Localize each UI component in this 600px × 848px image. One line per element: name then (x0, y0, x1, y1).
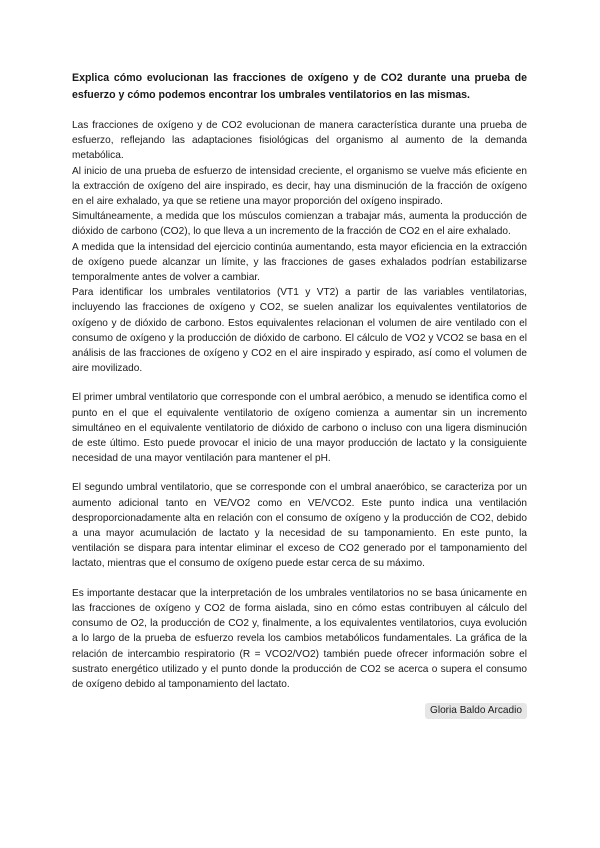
paragraph: A medida que la intensidad del ejercicio continúa aumentando, esta mayor eficiencia en la extracción de oxígeno puede alcanzar un límite, y las fracciones de gases exhalados podrían estabilizarse temporalmente antes de volver a cambiar. (72, 241, 527, 284)
paragraph: Para identificar los umbrales ventilatorios (VT1 y VT2) a partir de las variables ventilatorias, incluyendo las fracciones de oxígeno y CO2, se suelen analizar los equivalentes ventilatorios de oxígeno y de dióxido de carbono. Estos equivalentes relacionan el volumen de aire ventilado con el consumo de oxígeno y la producción de dióxido de carbono. El cálculo de VO2 y VCO2 se basa en el análisis de las fracciones de oxígeno y CO2 en el aire inspirado y espirado, así como el volumen de aire movilizado. (72, 287, 527, 375)
paragraph-spacer (72, 376, 527, 390)
signature-row (72, 700, 527, 719)
author-signature: Gloria Baldo Arcadio (425, 703, 527, 719)
paragraph: Es importante destacar que la interpretación de los umbrales ventilatorios no se basa únicamente en las fracciones de oxígeno y CO2 de forma aislada, sino en cómo estas contribuyen al cálculo del consumo de O2, la producción de CO2 y, finalmente, a los equivalentes ventilatorios, cuya evolución a lo largo de la prueba de esfuerzo revela los cambios metabólicos fundamentales. La gráfica de la relación de intercambio respiratorio (R = VCO2/VO2) también puede ofrecer información sobre el sustrato energético utilizado y el punto donde la producción de CO2 se acerca o supera el consumo de oxígeno debido al tamponamiento del lactato. (72, 587, 527, 690)
paragraph: El primer umbral ventilatorio que corresponde con el umbral aeróbico, a menudo se identifica como el punto en el que el equivalente ventilatorio de oxígeno comienza a aumentar sin un incremento simultáneo en el equivalente ventilatorio de dióxido de carbono o incluso con una ligera disminución de este último. Esto puede provocar el inicio de una mayor producción de lactato y la consiguiente necesidad de una mayor ventilación para mantener el pH. (72, 392, 527, 465)
document-body (72, 70, 527, 719)
document-title: Explica cómo evolucionan las fracciones de oxígeno y de CO2 durante una prueba de esfuerzo y cómo podemos encontrar los umbrales ventilatorios en las mismas. (72, 72, 527, 101)
paragraph: Simultáneamente, a medida que los músculos comienzan a trabajar más, aumenta la producción de dióxido de carbono (CO2), lo que lleva a un incremento de la fracción de CO2 en el aire exhalado. (72, 211, 527, 238)
paragraph: El segundo umbral ventilatorio, que se corresponde con el umbral anaeróbico, se caracteriza por un aumento adicional tanto en VE/VO2 como en VE/VCO2. Este punto indica una ventilación desproporcionadamente alta en relación con el consumo de oxígeno y la producción de CO2, debido a una mayor acumulación de lactato y la necesidad de su tamponamiento. En este punto, la ventilación se dispara para intentar eliminar el exceso de CO2 generado por el tamponamiento del lactato, mientras que el consumo de oxígeno puede estar cerca de su máximo. (72, 482, 527, 570)
paragraph: Al inicio de una prueba de esfuerzo de intensidad creciente, el organismo se vuelve más eficiente en la extracción de oxígeno del aire inspirado, es decir, hay una disminución de la fracción de oxígeno en el aire exhalado, ya que se retiene una mayor proporción del oxígeno inspirado. (72, 165, 527, 208)
paragraph-spacer (72, 572, 527, 586)
paragraph: Las fracciones de oxígeno y de CO2 evolucionan de manera característica durante una prueba de esfuerzo, reflejando las adaptaciones fisiológicas del organismo al aumento de la demanda metabólica. (72, 120, 527, 162)
paragraph-spacer (72, 466, 527, 480)
